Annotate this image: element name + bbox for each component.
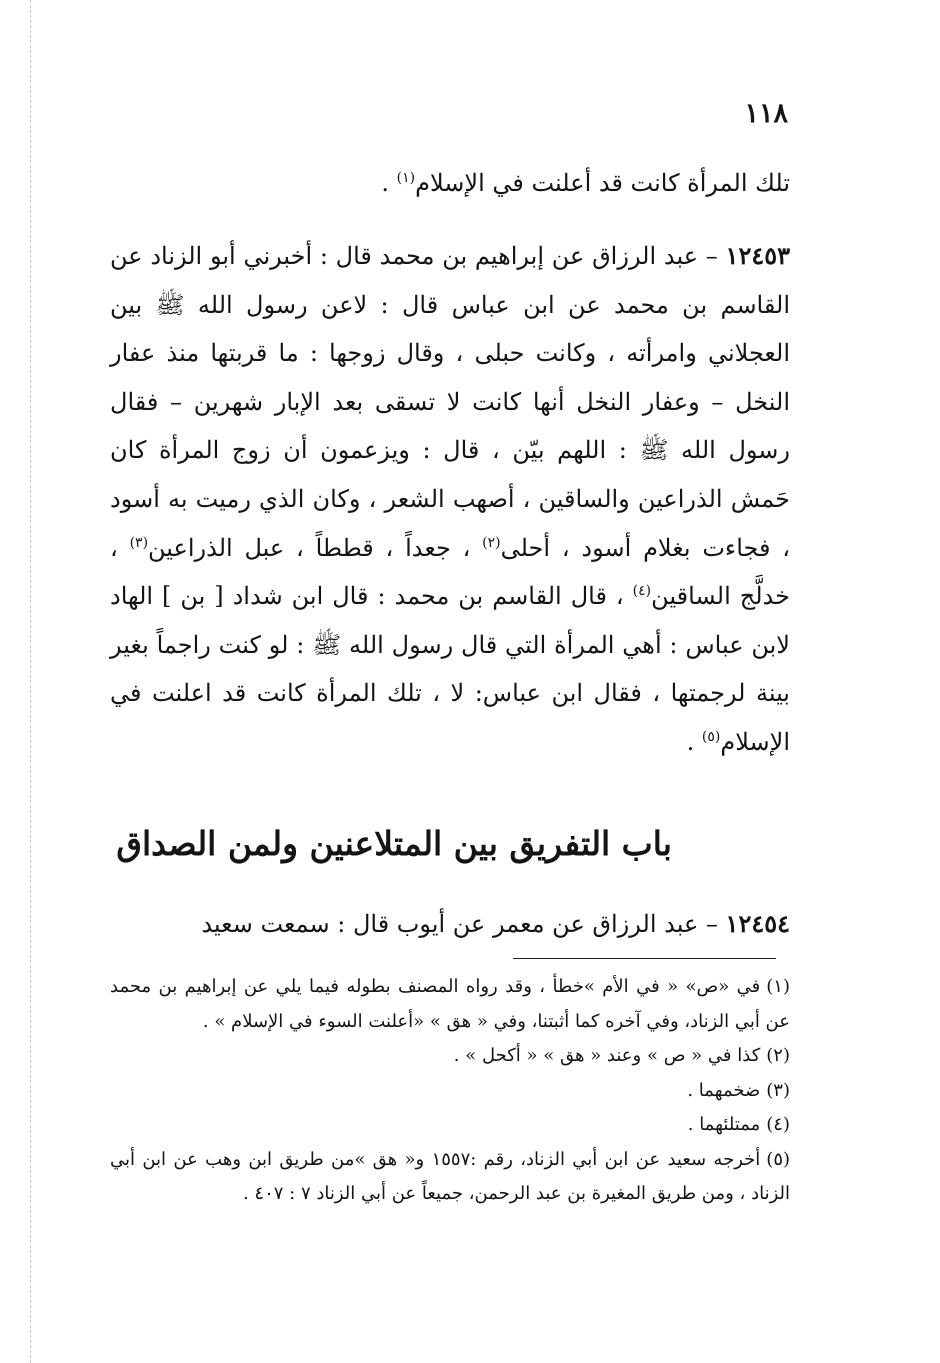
footnote-text: ممتلئهما .: [687, 1114, 761, 1135]
page-number: ١١٨: [744, 98, 788, 129]
footnote-text: أخرجه سعيد عن ابن أبي الزناد، رقم :١٥٥٧ و« هق »من طريق ابن وهب عن ابن أبي الزناد ، ومن طريق المغيرة بن عبد الرحمن، جميعاً عن أبي الزناد ٧ : ٤٠٧ .: [110, 1148, 790, 1204]
hadith-text-c: ، خدلَّج الساقين: [110, 533, 790, 611]
footnote-5: [110, 1143, 790, 1212]
footnote-1: [110, 970, 790, 1039]
hadith-text: – عبد الرزاق عن معمر عن أيوب قال : سمعت سعيد: [201, 910, 726, 938]
hadith-text-a: – عبد الرزاق عن إبراهيم بن محمد قال : أخبرني أبو الزناد عن القاسم بن محمد عن ابن عباس قال : لاعن رسول الله ﷺ بين العجلاني وامرأته ، وكانت حبلى ، وقال زوجها : ما قربتها منذ عفار النخل – وعفار النخل أنها كانت لا تسقى بعد الإبار شهرين – فقال رسول الله ﷺ : اللهم بيّن ، قال : ويزعمون أن زوج المرأة كان حَمش الذراعين والساقين ، أصهب الشعر ، وكان الذي رميت به أسود ، فجاءت بغلام أسود ، أحلى: [110, 242, 791, 562]
hadith-number: ١٢٤٥٣: [725, 241, 790, 270]
footnote-marker-3: (٣): [129, 534, 149, 551]
footnote-2: [110, 1039, 790, 1074]
footnote-3: [110, 1074, 790, 1109]
footnote-marker-2: (٢): [482, 534, 501, 551]
hadith-text-end: .: [686, 727, 702, 756]
intro-text: تلك المرأة كانت قد أعلنت في الإسلام: [415, 169, 790, 197]
footnote-number: (٣): [766, 1079, 790, 1101]
hadith-text-b: ، جعداً ، قططاً ، عبل الذراعين: [148, 533, 483, 562]
hadith-12453: [110, 232, 790, 767]
chapter-heading: باب التفريق بين المتلاعنين ولمن الصداق: [116, 824, 672, 863]
scan-edge-line: [30, 0, 31, 1363]
footnote-text: كذا في « ص » وعند « هق » « أكحل » .: [453, 1045, 761, 1066]
footnotes-section: [110, 970, 790, 1212]
hadith-12454: [110, 900, 790, 949]
footnote-marker-5: (٥): [701, 728, 721, 745]
footnote-4: [110, 1108, 790, 1143]
footnote-number: (٥): [766, 1148, 791, 1170]
hadith-text-d: ، قال القاسم بن محمد : قال ابن شداد [ بن ] الهاد لابن عباس : أهي المرأة التي قال رسول الله ﷺ : لو كنت راجماً بغير بينة لرجمتها ، فقال ابن عباس: لا ، تلك المرأة كانت قد اعلنت في الإسلام: [110, 582, 790, 756]
intro-end: .: [381, 169, 397, 197]
footnote-text: ضخمهما .: [687, 1079, 761, 1101]
footnote-text: في «ص» « في الأم »خطأ ، وقد رواه المصنف بطوله فيما يلي عن إبراهيم بن محمد عن أبي الزناد، وفي آخره كما أثبتنا، وفي « هق » «أعلنت السوء في الإسلام » .: [110, 976, 790, 1032]
intro-paragraph: [110, 159, 790, 208]
footnote-number: (٢): [766, 1045, 790, 1066]
hadith-number: ١٢٤٥٤: [725, 909, 790, 938]
footnote-marker-4: (٤): [632, 583, 652, 600]
footnote-separator: [513, 958, 776, 959]
footnote-number: (٤): [766, 1114, 790, 1135]
footnote-number: (١): [766, 976, 790, 997]
footnote-marker-1: (١): [396, 170, 416, 186]
